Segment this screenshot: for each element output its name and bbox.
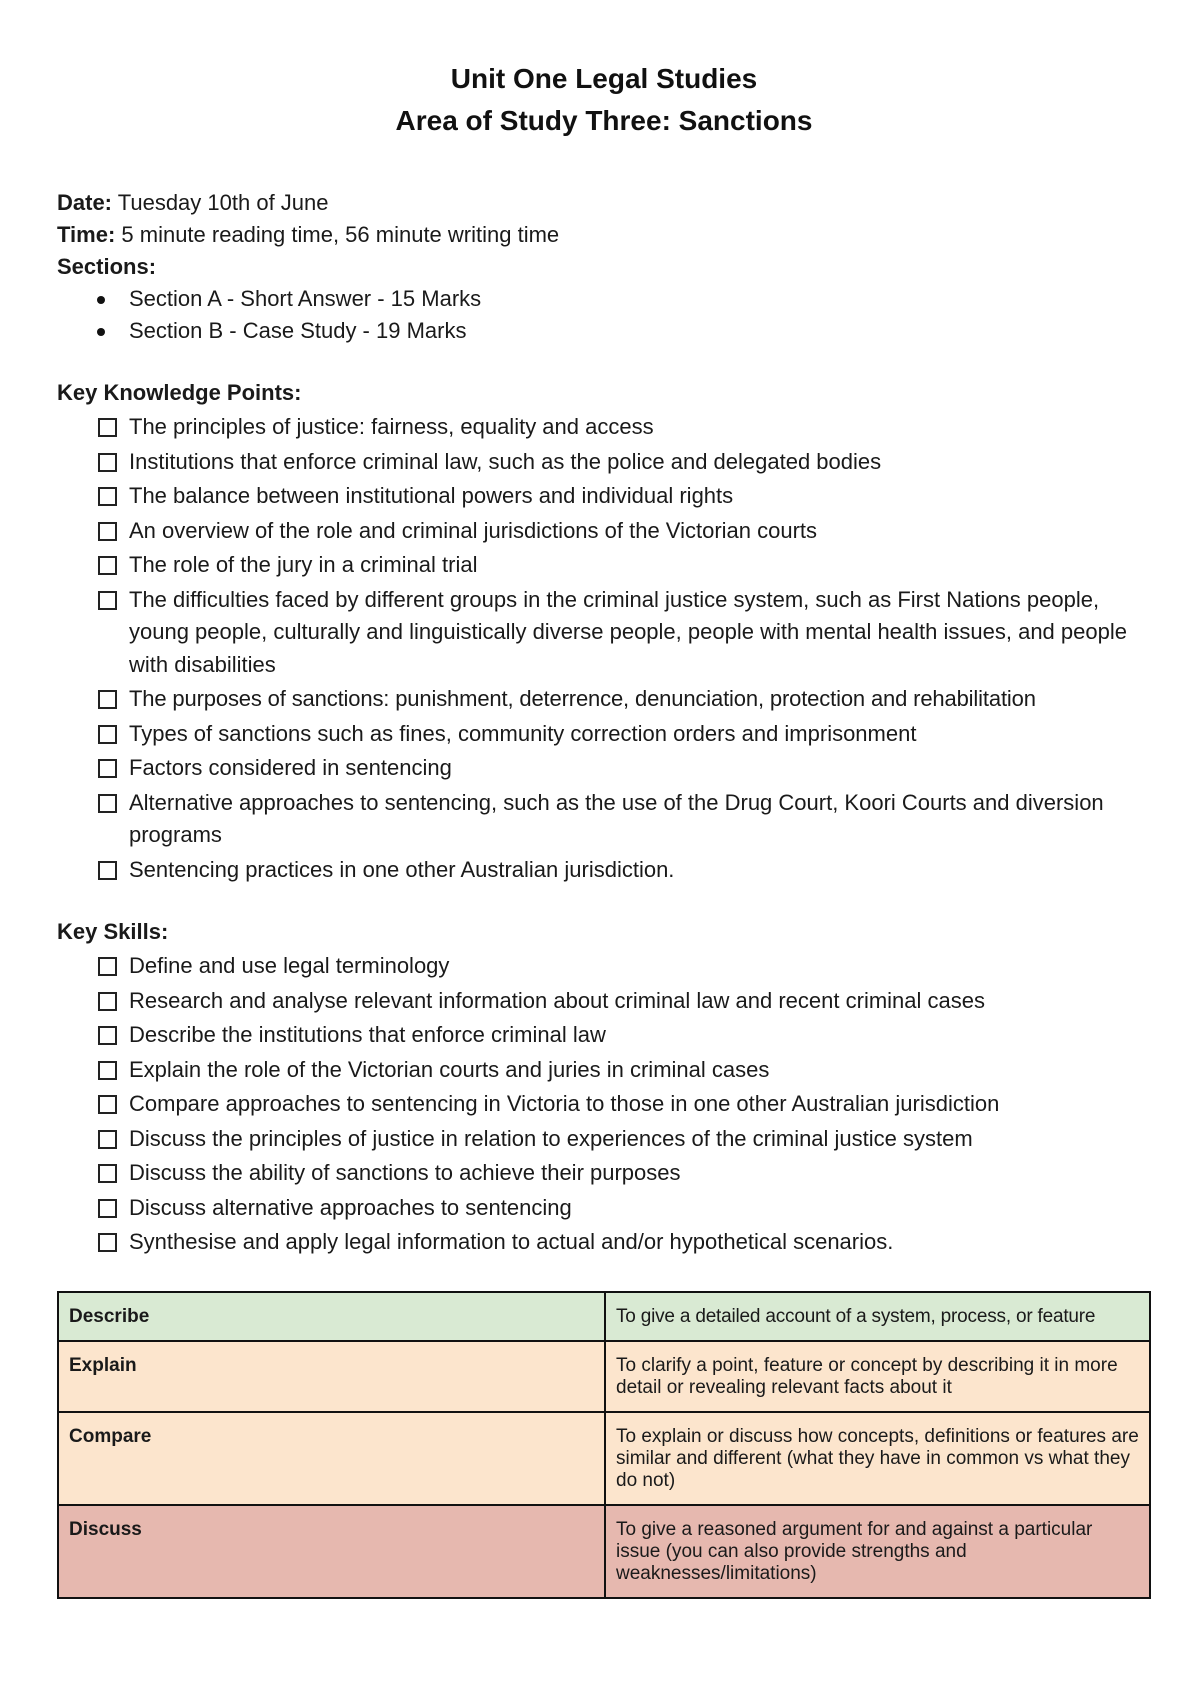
checkbox-icon[interactable] xyxy=(98,591,117,610)
table-row xyxy=(58,1412,1150,1505)
checklist-item-text: Describe the institutions that enforce criminal law xyxy=(129,1022,606,1047)
checklist-item xyxy=(57,1157,1151,1190)
section-item xyxy=(57,315,1151,347)
key-skills-list xyxy=(57,950,1151,1259)
bullet-icon xyxy=(97,296,105,304)
checklist-item-text: Institutions that enforce criminal law, such as the police and delegated bodies xyxy=(129,448,882,474)
command-terms-table xyxy=(57,1291,1151,1599)
checklist-item xyxy=(57,1054,1151,1087)
checklist-item xyxy=(57,752,1151,785)
table-row xyxy=(58,1292,1150,1341)
exam-details xyxy=(57,187,1151,347)
term-cell: Discuss xyxy=(58,1505,605,1598)
checklist-item xyxy=(57,1019,1151,1052)
checklist-item xyxy=(57,411,1151,444)
checklist-item-text: The purposes of sanctions: punishment, deterrence, denunciation, protection and rehabilitation xyxy=(129,686,1036,711)
checklist-item xyxy=(57,1226,1151,1259)
checkbox-icon[interactable] xyxy=(98,1095,117,1114)
checkbox-icon[interactable] xyxy=(98,1164,117,1183)
checklist-item xyxy=(57,950,1151,983)
checklist-item-text: Synthesise and apply legal information to actual and/or hypothetical scenarios. xyxy=(129,1229,894,1254)
checklist-item xyxy=(57,446,1151,479)
checklist-item-text: Types of sanctions such as fines, community correction orders and imprisonment xyxy=(129,720,917,746)
title-line-2: Area of Study Three: Sanctions xyxy=(395,105,813,136)
checkbox-icon[interactable] xyxy=(98,487,117,506)
section-item xyxy=(57,283,1151,315)
checklist-item-text: Define and use legal terminology xyxy=(129,953,450,978)
checkbox-icon[interactable] xyxy=(98,1233,117,1252)
term-cell: Explain xyxy=(58,1341,605,1412)
checkbox-icon[interactable] xyxy=(98,418,117,437)
time-row xyxy=(57,219,1151,251)
checklist-item-text: The principles of justice: fairness, equality and access xyxy=(129,414,654,439)
checklist-item xyxy=(57,1088,1151,1121)
checklist-item-text: Compare approaches to sentencing in Victoria to those in one other Australian jurisdiction xyxy=(129,1091,1000,1116)
definition-cell: To give a reasoned argument for and against a particular issue (you can also provide strengths and weaknesses/limitations) xyxy=(605,1505,1150,1598)
checkbox-icon[interactable] xyxy=(98,1199,117,1218)
checklist-item-text: Discuss the principles of justice in relation to experiences of the criminal justice system xyxy=(129,1125,973,1151)
checklist-item-text: Discuss alternative approaches to sentencing xyxy=(129,1194,572,1220)
checklist-item xyxy=(57,549,1151,582)
checklist-item xyxy=(57,985,1151,1018)
checklist-item xyxy=(57,584,1151,682)
checkbox-icon[interactable] xyxy=(98,759,117,778)
checkbox-icon[interactable] xyxy=(98,522,117,541)
key-knowledge-heading: Key Knowledge Points: xyxy=(57,380,302,405)
sections-label: Sections: xyxy=(57,254,157,279)
checklist-item xyxy=(57,787,1151,852)
time-value: 5 minute reading time, 56 minute writing time xyxy=(115,222,560,247)
checkbox-icon[interactable] xyxy=(98,861,117,880)
definition-cell: To clarify a point, feature or concept by describing it in more detail or revealing relevant facts about it xyxy=(605,1341,1150,1412)
section-item-text: Section B - Case Study - 19 Marks xyxy=(129,318,467,343)
checklist-item xyxy=(57,480,1151,513)
checkbox-icon[interactable] xyxy=(98,1061,117,1080)
sections-list xyxy=(57,283,1151,347)
checklist-item xyxy=(57,1192,1151,1225)
checkbox-icon[interactable] xyxy=(98,1130,117,1149)
checkbox-icon[interactable] xyxy=(98,1026,117,1045)
checklist-item xyxy=(57,683,1151,716)
checkbox-icon[interactable] xyxy=(98,690,117,709)
checklist-item xyxy=(57,718,1151,751)
bullet-icon xyxy=(97,328,105,336)
title-line-1: Unit One Legal Studies xyxy=(450,63,758,94)
table-row xyxy=(58,1505,1150,1598)
date-row xyxy=(57,187,1151,219)
checklist-item-text: Discuss the ability of sanctions to achieve their purposes xyxy=(129,1160,681,1185)
document-page xyxy=(57,58,1151,1599)
date-value: Tuesday 10th of June xyxy=(112,190,329,215)
table-row xyxy=(58,1341,1150,1412)
checklist-item-text: Alternative approaches to sentencing, such as the use of the Drug Court, Koori Courts and diversion programs xyxy=(129,789,1104,847)
checkbox-icon[interactable] xyxy=(98,453,117,472)
checkbox-icon[interactable] xyxy=(98,957,117,976)
checkbox-icon[interactable] xyxy=(98,725,117,744)
checklist-item-text: The balance between institutional powers and individual rights xyxy=(129,483,734,508)
checklist-item-text: Explain the role of the Victorian courts and juries in criminal cases xyxy=(129,1056,770,1082)
checkbox-icon[interactable] xyxy=(98,794,117,813)
checklist-item-text: The role of the jury in a criminal trial xyxy=(129,552,478,577)
key-knowledge-list xyxy=(57,411,1151,886)
section-item-text: Section A - Short Answer - 15 Marks xyxy=(129,286,482,311)
document-title xyxy=(57,58,1151,142)
checklist-item xyxy=(57,854,1151,887)
date-label: Date: xyxy=(57,190,113,215)
checklist-item xyxy=(57,1123,1151,1156)
term-cell: Describe xyxy=(58,1292,605,1341)
checklist-item-text: Sentencing practices in one other Australian jurisdiction. xyxy=(129,856,675,882)
definition-cell: To explain or discuss how concepts, definitions or features are similar and different (what they have in common vs what they do not) xyxy=(605,1412,1150,1505)
checkbox-icon[interactable] xyxy=(98,556,117,575)
term-cell: Compare xyxy=(58,1412,605,1505)
checklist-item-text: Factors considered in sentencing xyxy=(129,755,452,780)
checkbox-icon[interactable] xyxy=(98,992,117,1011)
checklist-item-text: An overview of the role and criminal jurisdictions of the Victorian courts xyxy=(129,517,818,543)
checklist-item-text: Research and analyse relevant information about criminal law and recent criminal cases xyxy=(129,987,985,1013)
time-label: Time: xyxy=(57,222,116,247)
checklist-item-text: The difficulties faced by different groups in the criminal justice system, such as First Nations people, young people, culturally and linguistically diverse people, people with mental health issues, and people with disabilities xyxy=(129,586,1127,677)
definition-cell: To give a detailed account of a system, process, or feature xyxy=(605,1292,1150,1341)
checklist-item xyxy=(57,515,1151,548)
key-skills-heading: Key Skills: xyxy=(57,919,169,944)
